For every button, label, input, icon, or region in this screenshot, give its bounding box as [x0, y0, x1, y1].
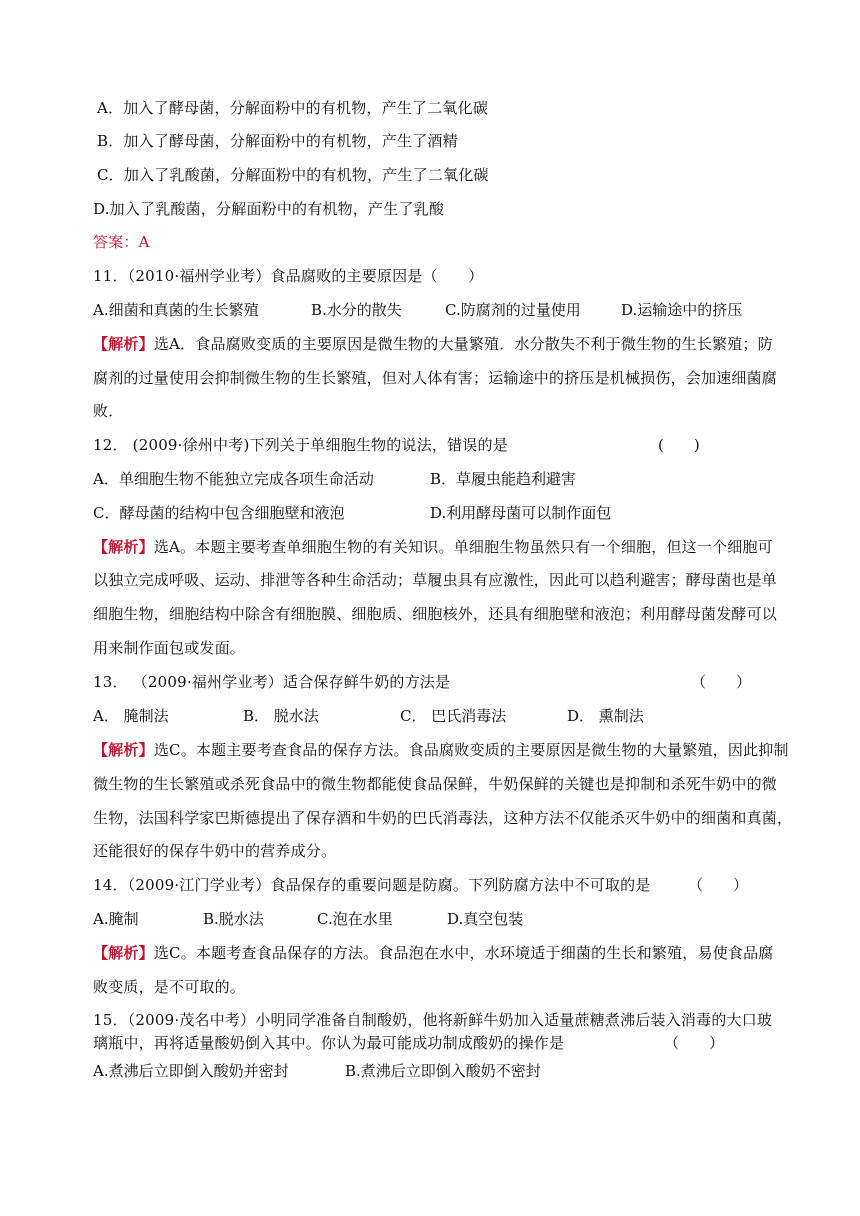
q10-answer: 答案：A [93, 233, 150, 251]
q13-analysis-line-1: 【解析】选C。本题主要考查食品的保存方法。食品腐败变质的主要原因是微生物的大量繁殖，因此抑制 [93, 741, 789, 759]
q11-analysis-line-2: 腐剂的过量使用会抑制微生物的生长繁殖，但对人体有害；运输途中的挤压是机械损伤，会加速细菌腐 [93, 369, 778, 387]
q13-option-d: D． 熏制法 [567, 707, 644, 725]
analysis-tag: 【解析】 [93, 944, 154, 962]
q11-option-d: D.运输途中的挤压 [621, 301, 743, 319]
q12-stem: 12． (2009·徐州中考)下列关于单细胞生物的说法，错误的是 [93, 436, 508, 454]
q14-stem: 14．（2009·江门学业考）食品保存的重要问题是防腐。下列防腐方法中不可取的是 [93, 876, 651, 894]
q14-option-c: C.泡在水里 [317, 910, 393, 928]
q15-option-b: B.煮沸后立即倒入酸奶不密封 [345, 1062, 541, 1080]
q12-answer-blank: ( ) [658, 436, 700, 454]
analysis-tag: 【解析】 [93, 335, 154, 353]
q15-option-a: A.煮沸后立即倒入酸奶并密封 [93, 1062, 289, 1080]
q10-option-b: B．加入了酵母菌，分解面粉中的有机物，产生了酒精 [97, 132, 458, 150]
q14-option-d: D.真空包装 [447, 910, 524, 928]
q13-analysis-line-3: 生物，法国科学家巴斯德提出了保存酒和牛奶的巴氏消毒法，这种方法不仅能杀灭牛奶中的细菌和真菌， [93, 809, 793, 827]
q10-option-d: D.加入了乳酸菌，分解面粉中的有机物，产生了乳酸 [93, 200, 445, 218]
q13-analysis-line-2: 微生物的生长繁殖或杀死食品中的微生物都能使食品保鲜，牛奶保鲜的关键也是抑制和杀死牛奶中的微 [93, 775, 778, 793]
q15-stem-line-1: 15．（2009·茂名中考）小明同学准备自制酸奶，他将新鲜牛奶加入适量蔗糖煮沸后装入消毒的大口玻 [93, 1011, 773, 1029]
q12-analysis-line-2: 以独立完成呼吸、运动、排泄等各种生命活动；草履虫具有应激性，因此可以趋利避害；酵母菌也是单 [93, 571, 778, 589]
q13-option-b: B． 脱水法 [243, 707, 319, 725]
q14-analysis-line-1: 【解析】选C。本题考查食品保存的方法。食品泡在水中，水环境适于细菌的生长和繁殖，易使食品腐 [93, 944, 774, 962]
q13-option-a: A． 腌制法 [93, 707, 169, 725]
q12-option-b: B．草履虫能趋利避害 [430, 470, 577, 488]
q14-option-b: B.脱水法 [203, 910, 264, 928]
q11-stem: 11．（2010·福州学业考）食品腐败的主要原因是（ ） [93, 267, 484, 285]
q11-analysis-line-3: 败． [93, 402, 124, 420]
q15-answer-blank: （ ） [664, 1034, 725, 1052]
q10-option-c: C．加入了乳酸菌，分解面粉中的有机物，产生了二氧化碳 [97, 166, 489, 184]
q15-stem-line-2: 璃瓶中，再将适量酸奶倒入其中。你认为最可能成功制成酸奶的操作是 [93, 1034, 565, 1052]
q11-analysis-line-1: 【解析】选A．食品腐败变质的主要原因是微生物的大量繁殖．水分散失不利于微生物的生长繁殖；防 [93, 335, 773, 353]
q13-analysis-line-4: 还能很好的保存牛奶中的营养成分。 [93, 842, 337, 860]
q14-answer-blank: （ ） [688, 876, 749, 894]
q12-analysis-line-4: 用来制作面包或发面。 [93, 639, 246, 657]
q11-option-c: C.防腐剂的过量使用 [445, 301, 581, 319]
q12-option-d: D.利用酵母菌可以制作面包 [430, 504, 612, 522]
q12-option-c: C．酵母菌的结构中包含细胞壁和液泡 [93, 504, 345, 522]
q11-option-b: B.水分的散失 [311, 301, 402, 319]
q12-analysis-line-3: 细胞生物，细胞结构中除含有细胞膜、细胞质、细胞核外，还具有细胞壁和液泡；利用酵母菌发酵可以 [93, 605, 778, 623]
analysis-tag: 【解析】 [93, 741, 154, 759]
q14-analysis-line-2: 败变质，是不可取的。 [93, 978, 246, 996]
q12-analysis-line-1: 【解析】选A。本题主要考查单细胞生物的有关知识。单细胞生物虽然只有一个细胞，但这一个细胞可 [93, 538, 773, 556]
q10-option-a: A．加入了酵母菌，分解面粉中的有机物，产生了二氧化碳 [97, 99, 489, 117]
q11-option-a: A.细菌和真菌的生长繁殖 [93, 301, 259, 319]
q14-option-a: A.腌制 [93, 910, 139, 928]
q13-answer-blank: （ ） [691, 673, 752, 691]
q13-option-c: C． 巴氏消毒法 [400, 707, 507, 725]
analysis-tag: 【解析】 [93, 538, 154, 556]
q12-option-a: A．单细胞生物不能独立完成各项生命活动 [93, 470, 374, 488]
q13-stem: 13． （2009·福州学业考）适合保存鲜牛奶的方法是 [93, 673, 451, 691]
